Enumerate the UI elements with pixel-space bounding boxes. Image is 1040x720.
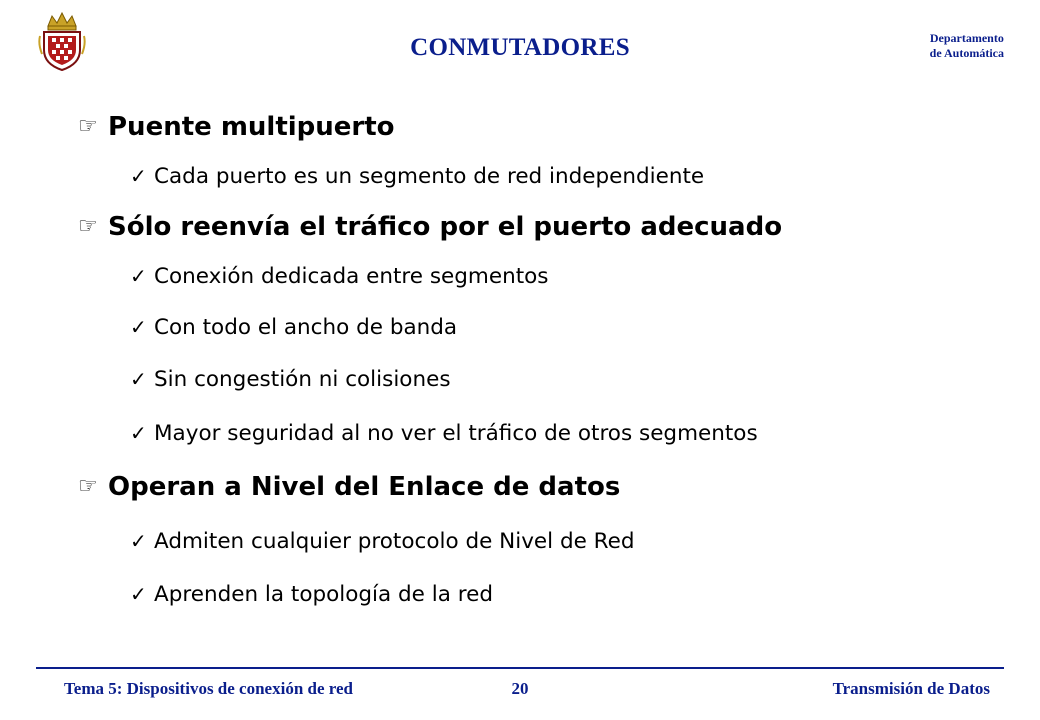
department-line-2: de Automática xyxy=(929,46,1004,60)
pointing-hand-icon: ☞ xyxy=(78,474,98,499)
checkmark-icon: ✓ xyxy=(130,582,147,606)
sub-item-text: Conexión dedicada entre segmentos xyxy=(154,264,549,289)
sub-item-text: Cada puerto es un segmento de red independiente xyxy=(154,164,705,189)
page-number: 20 xyxy=(511,679,529,698)
checkmark-icon: ✓ xyxy=(130,529,147,553)
slide-title: CONMUTADORES xyxy=(410,34,630,61)
sub-item xyxy=(130,264,548,289)
sub-item xyxy=(130,315,457,340)
pointing-hand-icon: ☞ xyxy=(78,214,98,239)
sub-item-text: Mayor seguridad al no ver el tráfico de otros segmentos xyxy=(154,421,758,446)
bullet-text: Puente multipuerto xyxy=(108,112,395,142)
department-label xyxy=(930,31,1004,61)
bullet-item xyxy=(78,472,620,502)
checkmark-icon: ✓ xyxy=(130,264,147,288)
footer-topic: Tema 5: Dispositivos de conexión de red xyxy=(64,679,354,698)
sub-item xyxy=(130,421,758,446)
sub-item xyxy=(130,582,493,607)
checkmark-icon: ✓ xyxy=(130,164,147,188)
sub-item-text: Aprenden la topología de la red xyxy=(154,582,493,607)
checkmark-icon: ✓ xyxy=(130,367,147,391)
sub-item-text: Admiten cualquier protocolo de Nivel de Red xyxy=(154,529,635,554)
department-line-1: Departamento xyxy=(929,31,1004,45)
checkmark-icon: ✓ xyxy=(130,421,147,445)
pointing-hand-icon: ☞ xyxy=(78,114,98,139)
sub-item xyxy=(130,529,635,554)
sub-item xyxy=(130,367,451,392)
sub-item-text: Sin congestión ni colisiones xyxy=(154,367,451,392)
checkmark-icon: ✓ xyxy=(130,315,147,339)
sub-item xyxy=(130,164,704,189)
bullet-item xyxy=(78,112,395,142)
sub-item-text: Con todo el ancho de banda xyxy=(154,315,458,340)
bullet-item xyxy=(78,212,782,242)
footer-divider xyxy=(36,667,1004,669)
bullet-text: Sólo reenvía el tráfico por el puerto adecuado xyxy=(108,212,783,242)
footer-course: Transmisión de Datos xyxy=(832,679,990,698)
bullet-text: Operan a Nivel del Enlace de datos xyxy=(108,472,621,502)
